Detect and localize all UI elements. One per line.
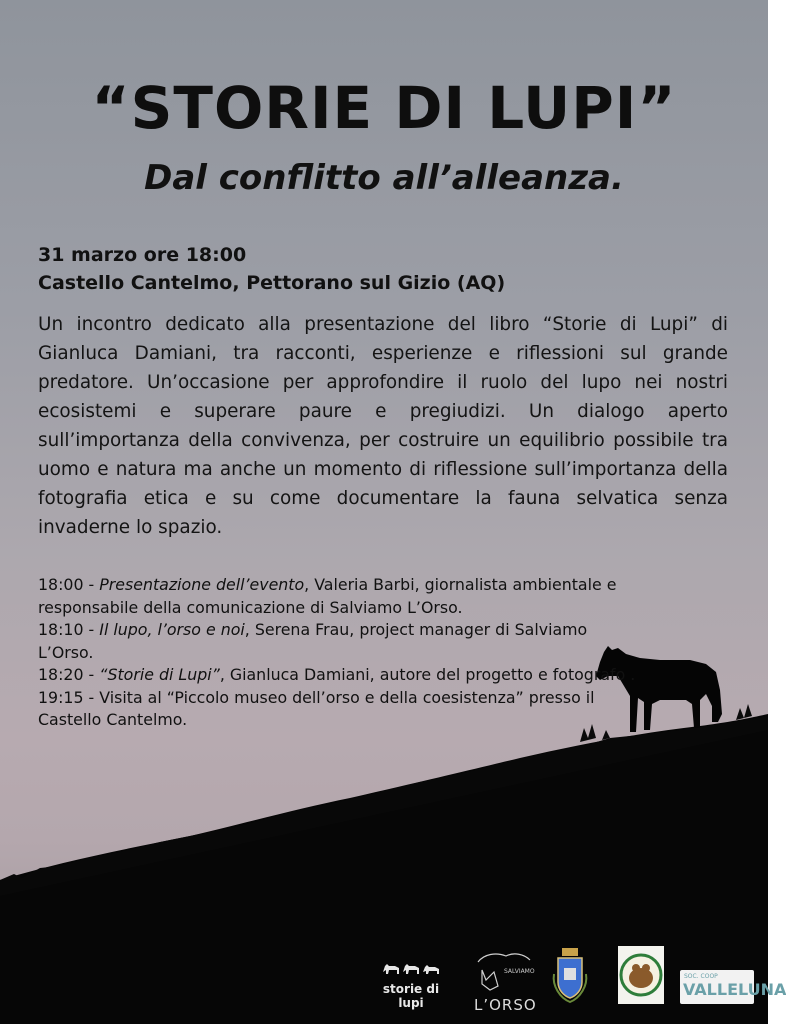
schedule-item: 18:10 - Il lupo, l’orso e noi, Serena Frau, project manager di Salviamo L’Orso.: [38, 620, 588, 662]
schedule-details: , Serena Frau, project manager di Salviamo L’Orso.: [38, 620, 588, 662]
schedule-title: “Storie di Lupi”: [99, 665, 220, 684]
partner-logos: [0, 930, 786, 1024]
poster-subtitle: Dal conflitto all’alleanza.: [144, 158, 624, 198]
bear-badge-logo: [618, 946, 664, 1004]
schedule-time: 18:10: [38, 620, 84, 639]
valleluna-coop-logo: [680, 970, 786, 1004]
schedule-details: Visita al “Piccolo museo dell’orso e della coesistenza” presso il Castello Cantelmo.: [38, 687, 595, 729]
schedule-time: 18:20: [38, 665, 84, 684]
storie-di-lupi-label: storie di lupi: [382, 982, 440, 1010]
municipality-logo: [550, 946, 590, 1004]
storie-di-lupi-logo: [372, 960, 450, 1010]
schedule-item: 19:15 - Visita al “Piccolo museo dell’orso e della coesistenza” presso il Castello Cantelmo.: [38, 687, 595, 729]
bear-badge-icon: [618, 946, 664, 1004]
schedule-time: 18:00: [38, 575, 84, 594]
schedule-title: Il lupo, l’orso e noi: [99, 620, 245, 639]
schedule-list: [38, 574, 638, 732]
event-date-time: 31 marzo ore 18:00: [38, 244, 247, 266]
schedule-item: 18:20 - “Storie di Lupi”, Gianluca Damiani, autore del progetto e fotografo .: [38, 665, 636, 684]
schedule-item: 18:00 - Presentazione dell’evento, Valeria Barbi, giornalista ambientale e responsabile della comunicazione di Salviamo L’Orso.: [38, 575, 617, 617]
schedule-time: 19:15: [38, 687, 84, 707]
schedule-details: , Gianluca Damiani, autore del progetto e fotografo .: [219, 665, 636, 684]
event-location: Castello Cantelmo, Pettorano sul Gizio (AQ): [38, 272, 506, 294]
event-description: Un incontro dedicato alla presentazione del libro “Storie di Lupi” di Gianluca Damiani, tra racconti, esperienze e riflessioni sul grande predatore. Un’occasione per approfondire il ruolo del lupo nei nostri ecosistemi e superare paure e pregiudizi. Un dialogo aperto sull’importanza della convivenza, per costruire un equilibrio possibile tra uomo e natura ma anche un momento di riflessione sull’importanza della fotografia etica e su come documentare la fauna selvatica senza invaderne lo spazio.: [38, 314, 728, 538]
schedule-details: , Valeria Barbi, giornalista ambientale e responsabile della comunicazione di Salviamo L’Orso.: [38, 575, 617, 617]
salviamo-orso-logo: [470, 946, 537, 1014]
schedule-title: Presentazione dell’evento: [99, 575, 305, 594]
coop-small-label: SOC. COOP: [684, 973, 718, 980]
valleluna-label: VALLELUNA: [683, 980, 786, 999]
wolves-icon: [381, 960, 441, 976]
salviamo-label: SALVIAMO: [504, 968, 535, 975]
orso-label: L’ORSO: [474, 996, 537, 1014]
poster-title: “STORIE DI LUPI”: [91, 74, 677, 142]
coat-of-arms-icon: [550, 946, 590, 1004]
